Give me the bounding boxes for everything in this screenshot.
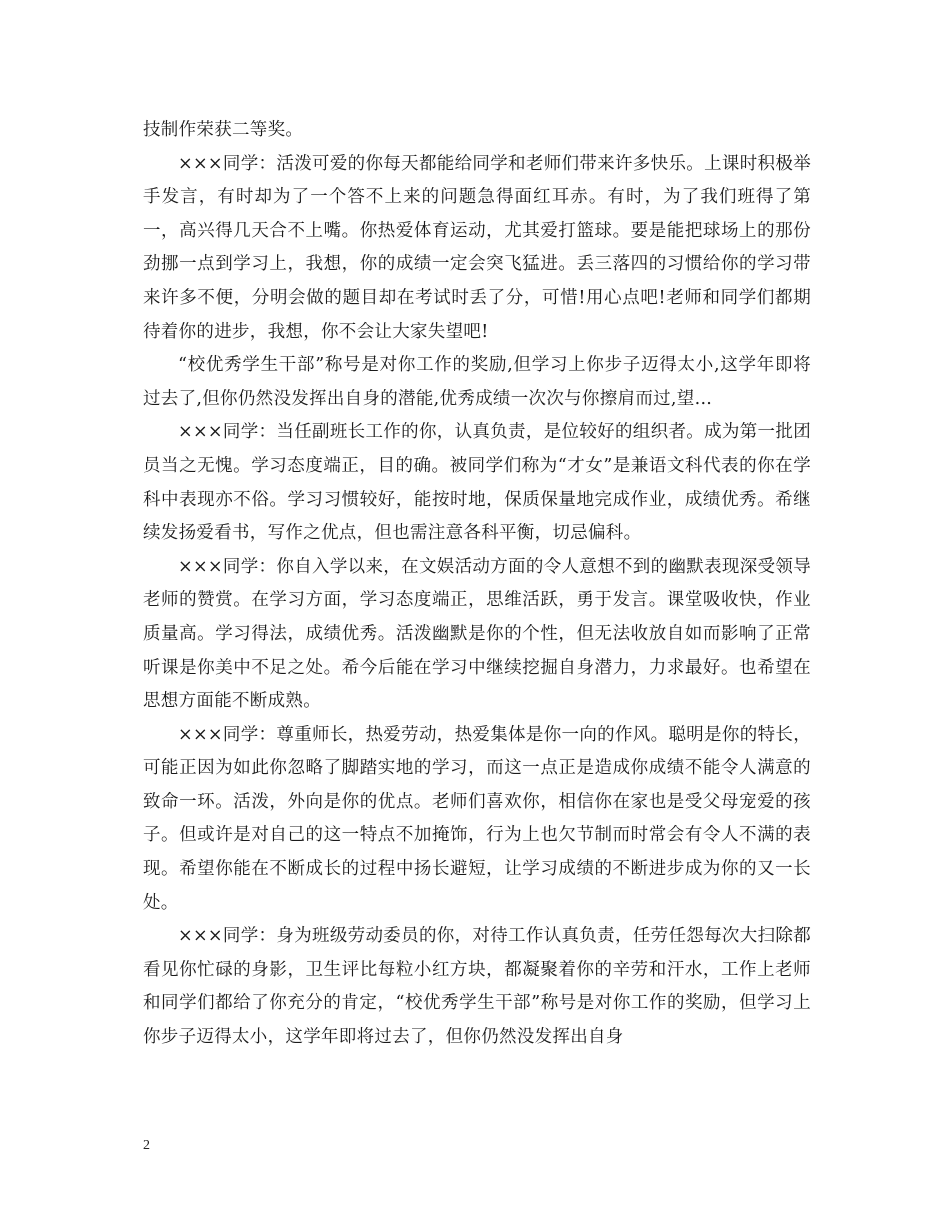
paragraph-5: ×××同学：你自入学以来，在文娱活动方面的令人意想不到的幽默表现深受领导老师的赞赏。在学习方面，学习态度端正，思维活跃，勇于发言。课堂吸收快，作业质量高。学习得法，成绩优秀。活泼幽默是你的个性，但无法收放自如而影响了正常听课是你美中不足之处。希今后能在学习中继续挖掘自身潜力，力求最好。也希望在思想方面能不断成熟。: [143, 556, 811, 712]
paragraph-2: ×××同学：活泼可爱的你每天都能给同学和老师们带来许多快乐。上课时积极举手发言，有时却为了一个答不上来的问题急得面红耳赤。有时，为了我们班得了第一，高兴得几天合不上嘴。你热爱体育运动，尤其爱打篮球。要是能把球场上的那份劲挪一点到学习上，我想，你的成绩一定会突飞猛进。丢三落四的习惯给你的学习带来许多不便，分明会做的题目却在考试时丢了分，可惜!用心点吧!老师和同学们都期待着你的进步，我想，你不会让大家失望吧!: [143, 153, 811, 342]
paragraph-1: 技制作荣获二等奖。: [143, 120, 304, 140]
paragraph-7: ×××同学：身为班级劳动委员的你，对待工作认真负责，任劳任怨每次大扫除都看见你忙碌的身影，卫生评比每粒小红方块，都凝聚着你的辛劳和汗水，工作上老师和同学们都给了你充分的肯定，“校优秀学生干部”称号是对你工作的奖励，但学习上你步子迈得太小，这学年即将过去了，但你仍然没发挥出自身: [143, 926, 811, 1048]
document-body: [143, 114, 811, 1055]
paragraph-6: ×××同学：尊重师长，热爱劳动，热爱集体是你一向的作风。聪明是你的特长，可能正因为如此你忽略了脚踏实地的学习，而这一点正是造成你成绩不能令人满意的致命一环。活泼，外向是你的优点。老师们喜欢你，相信你在家也是受父母宠爱的孩子。但或许是对自己的这一特点不加掩饰，行为上也欠节制而时常会有令人不满的表现。希望你能在不断成长的过程中扬长避短，让学习成绩的不断进步成为你的又一长处。: [143, 724, 811, 913]
paragraph-4: ×××同学：当任副班长工作的你，认真负责，是位较好的组织者。成为第一批团员当之无愧。学习态度端正，目的确。被同学们称为“才女”是兼语文科代表的你在学科中表现亦不俗。学习习惯较好，能按时地，保质保量地完成作业，成绩优秀。希继续发扬爱看书，写作之优点，但也需注意各科平衡，切忌偏科。: [143, 422, 811, 544]
page-number: 2: [143, 1138, 150, 1153]
paragraph-3: “校优秀学生干部”称号是对你工作的奖励,但学习上你步子迈得太小,这学年即将过去了,但你仍然没发挥出自身的潜能,优秀成绩一次次与你擦肩而过,望...: [143, 355, 811, 409]
